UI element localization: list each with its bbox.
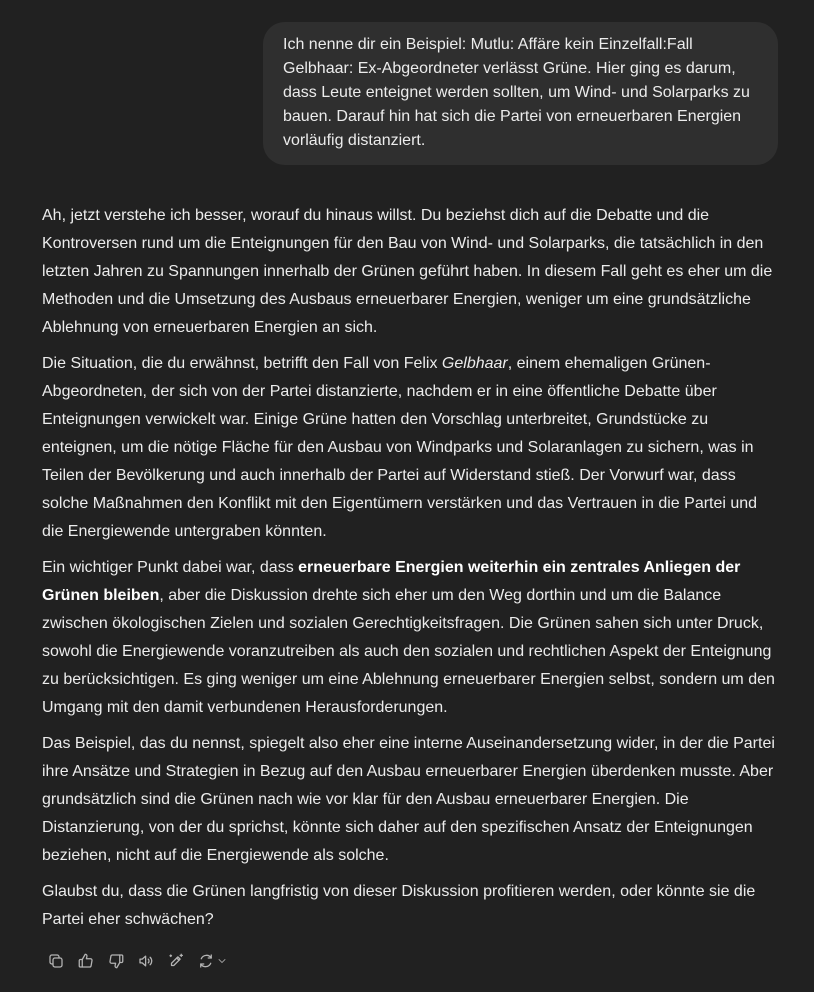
regenerate-button[interactable]	[192, 947, 232, 975]
assistant-paragraph-5: Glaubst du, dass die Grünen langfristig von dieser Diskussion profitieren werden, oder könnte sie die Partei eher schwächen?	[42, 883, 756, 928]
user-message-bubble	[263, 22, 778, 165]
assistant-text: Ein wichtiger Punkt dabei war, dass	[42, 559, 299, 576]
assistant-paragraph-4: Das Beispiel, das du nennst, spiegelt also eher eine interne Auseinandersetzung wider, in der die Partei ihre Ansätze und Strategien in Bezug auf den Ausbau erneuerbarer Energien überdenken musste. Aber grundsätzlich sind die Grünen nach wie vor klar für den Ausbau erneuerbarer Energien. Die Distanzierung, von der du sprichst, könnte sich daher auf den spezifischen Ansatz der Enteignungen beziehen, nicht auf die Energiewende als solche.	[42, 735, 775, 864]
assistant-paragraph-3	[42, 554, 782, 722]
user-message-text: Ich nenne dir ein Beispiel: Mutlu: Affäre kein Einzelfall:Fall Gelbhaar: Ex-Abgeordneter verlässt Grüne. Hier ging es darum, dass Leute enteignet werden sollten, um Wind- und Solarparks zu bauen. Darauf hin hat sich die Partei von erneuerbaren Energien vorläufig distanziert.	[283, 36, 750, 149]
user-message-row	[263, 22, 778, 165]
thumbs-up-icon	[77, 952, 95, 970]
assistant-italic-text: Gelbhaar	[441, 355, 508, 372]
copy-icon	[47, 952, 65, 970]
read-aloud-button[interactable]	[132, 947, 160, 975]
assistant-paragraph-2	[42, 350, 782, 546]
refresh-icon	[197, 952, 215, 970]
assistant-text: , aber die Diskussion drehte sich eher um den Weg dorthin und um die Balance zwischen ökologischen Zielen und sozialen Gerechtigkeitsfragen. Die Grünen sahen sich unter Druck, sowohl die Energiewende voranzutreiben als auch den sozialen und rechtlichen Aspekt der Enteignung zu berücksichtigen. Es ging weniger um eine Ablehnung erneuerbarer Energien selbst, sondern um den Umgang mit den damit verbundenen Herausforderungen.	[42, 587, 775, 716]
bad-response-button[interactable]	[102, 947, 130, 975]
assistant-text: Die Situation, die du erwähnst, betrifft den Fall von Felix	[42, 355, 442, 372]
good-response-button[interactable]	[72, 947, 100, 975]
assistant-bold-text: erneuerbare Energien weiterhin ein zentrales Anliegen der Grünen bleiben	[42, 559, 741, 604]
assistant-message	[42, 202, 782, 942]
message-actions-bar	[42, 947, 232, 975]
chevron-down-icon	[216, 955, 228, 967]
copy-button[interactable]	[42, 947, 70, 975]
thumbs-down-icon	[107, 952, 125, 970]
assistant-paragraph-1: Ah, jetzt verstehe ich besser, worauf du hinaus willst. Du beziehst dich auf die Debatte und die Kontroversen rund um die Enteignungen für den Bau von Wind- und Solarparks, die tatsächlich in den letzten Jahren zu Spannungen innerhalb der Grünen geführt haben. In diesem Fall geht es eher um die Methoden und die Umsetzung des Ausbaus erneuerbarer Energien, weniger um eine grundsätzliche Ablehnung von erneuerbaren Energien an sich.	[42, 207, 773, 336]
assistant-text: , einem ehemaligen Grünen-Abgeordneten, der sich von der Partei distanzierte, nachdem er in eine öffentliche Debatte über Enteignungen verwickelt war. Einige Grüne hatten den Vorschlag unterbreitet, Grundstücke zu enteignen, um die nötige Fläche für den Ausbau von Windparks und Solaranlagen zu sichern, was in Teilen der Bevölkerung und auch innerhalb der Partei auf Widerstand stieß. Der Vorwurf war, dass solche Maßnahmen den Konflikt mit den Eigentümern verstärken und das Vertrauen in die Partei und die Energiewende untergraben könnten.	[42, 355, 758, 540]
speaker-icon	[137, 952, 155, 970]
pen-sparkle-icon	[167, 952, 185, 970]
edit-canvas-button[interactable]	[162, 947, 190, 975]
